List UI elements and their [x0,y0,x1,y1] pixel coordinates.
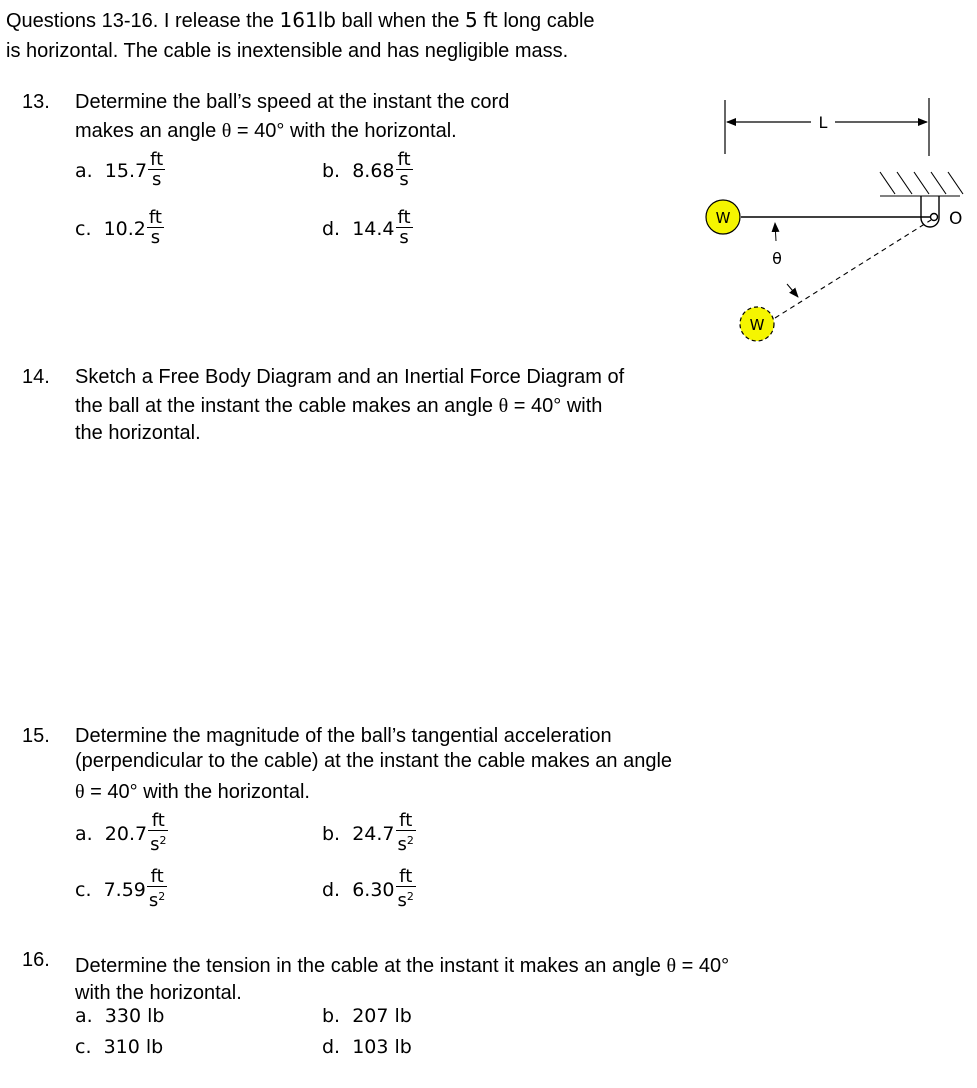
option-letter: c. [75,1036,92,1058]
q15-option-d[interactable] [322,868,416,911]
angle-symbol: θ [75,781,85,803]
unit-den [396,830,416,855]
unit-den: s [396,227,413,248]
q13-text: makes an angle [75,120,222,142]
q16-line-2: with the horizontal. [75,982,242,1004]
option-value: 24.7 [352,822,395,845]
unit-exp: 2 [159,834,167,847]
q15-line-3 [75,779,310,805]
option-letter: d. [322,217,341,240]
unit-fraction [148,812,168,855]
option-value: 6.30 [352,878,395,901]
q14-line-3: the horizontal. [75,422,201,444]
option-value: 330 lb [104,1005,165,1027]
unit-den [148,830,168,855]
q15-text: with the horizontal. [143,781,310,803]
option-letter: a. [75,822,93,845]
q16-text: Determine the tension in the cable at the instant it makes an angle [75,955,667,977]
q15-line-1: Determine the magnitude of the ball’s tangential acceleration [75,725,612,747]
option-value: 15.7 [104,159,148,182]
q14-line-2 [75,393,602,419]
ball-displaced-label: W [749,316,765,334]
angle-arrow-up [775,223,776,241]
option-value: 14.4 [352,217,395,240]
intro-line-2: is horizontal. The cable is inextensible and has negligible mass. [6,40,569,62]
unit-den-base: s [397,834,407,855]
q15-option-c[interactable] [75,868,167,911]
angle-symbol: θ [666,955,677,977]
option-letter: d. [322,878,341,901]
q14-text: with [566,395,603,417]
unit-den-base: s [150,834,160,855]
unit-num: ft [151,810,165,831]
unit-num: ft [399,866,413,887]
option-letter: b. [322,822,341,845]
option-value: 103 lb [352,1036,412,1058]
unit-num: ft [150,149,164,170]
q15-number: 15. [22,725,50,747]
unit-fraction [396,868,416,911]
angle-value: = 40° [84,781,144,803]
option-letter: c. [75,217,92,240]
q16-option-b[interactable] [322,1005,412,1027]
unit-exp: 2 [406,834,414,847]
option-letter: c. [75,878,92,901]
q13-option-c[interactable] [75,209,164,248]
q13-line-1: Determine the ball’s speed at the instant the cord [75,91,510,113]
q13-option-a[interactable] [75,151,165,190]
cable-dashed [775,220,931,318]
unit-den: s [396,169,413,190]
q16-option-d[interactable] [322,1036,412,1058]
option-letter: d. [322,1036,341,1058]
unit-den-base: s [397,890,407,911]
option-value: 20.7 [104,822,148,845]
intro-line-1 [6,7,595,34]
unit-num: ft [397,207,411,228]
q14-text: the ball at the instant the cable makes an angle [75,395,499,417]
q13-number: 13. [22,91,50,113]
option-value: 310 lb [103,1036,164,1058]
ceiling-hatch [880,172,963,196]
q15-option-b[interactable] [322,812,416,855]
q15-option-a[interactable] [75,812,168,855]
q14-line-1: Sketch a Free Body Diagram and an Inertial Force Diagram of [75,366,625,388]
angle-value: = 40° [676,955,730,977]
q13-option-d[interactable] [322,209,413,248]
unit-den [147,886,167,911]
q13-text: with the horizontal. [289,120,457,142]
option-letter: a. [75,159,93,182]
q15-line-2: (perpendicular to the cable) at the instant the cable makes an angle [75,750,673,772]
q13-option-b[interactable] [322,151,413,190]
q13-line-2 [75,118,457,144]
option-value: 8.68 [352,159,395,182]
angle-symbol: θ [498,395,509,417]
ball-label: W [715,209,731,227]
q16-option-c[interactable] [75,1036,163,1058]
unit-fraction [147,868,167,911]
option-value: 207 lb [352,1005,412,1027]
q16-line-1 [75,953,729,979]
angle-symbol: θ [221,120,232,142]
unit-fraction [396,812,416,855]
option-letter: b. [322,159,341,182]
angle-value: = 40° [231,120,290,142]
pivot-pin [931,214,938,221]
unit-den: s [148,169,165,190]
option-letter: b. [322,1005,341,1027]
unit-num: ft [399,810,413,831]
weight-value: 161 [279,8,318,32]
unit-num: ft [148,207,162,228]
unit-fraction [396,209,413,248]
intro-text: Questions 13-16. I release the [6,10,280,32]
pivot-label: O [949,209,963,229]
unit-fraction [148,151,165,190]
unit-fraction [396,151,413,190]
unit-num: ft [397,149,411,170]
q16-number: 16. [22,949,50,971]
option-letter: a. [75,1005,93,1027]
unit-fraction [147,209,164,248]
q16-option-a[interactable] [75,1005,164,1027]
angle-value: = 40° [508,395,567,417]
unit-exp: 2 [406,890,414,903]
pivot-bracket [921,196,939,227]
pendulum-diagram [695,90,977,350]
unit-num: ft [150,866,164,887]
option-value: 10.2 [103,217,146,240]
unit-den: s [147,227,164,248]
weight-unit: lb [317,8,336,32]
intro-text: ball when the [335,10,465,32]
angle-arrow-down [787,284,798,297]
length-value: 5 [464,8,478,32]
angle-label: θ [772,249,782,268]
unit-den-base: s [148,890,159,911]
intro-text: long cable [497,10,595,32]
unit-exp: 2 [158,890,166,903]
q14-number: 14. [22,366,50,388]
unit-den [396,886,416,911]
option-value: 7.59 [103,878,146,901]
length-label: L [818,113,828,132]
length-unit: ft [483,8,498,32]
